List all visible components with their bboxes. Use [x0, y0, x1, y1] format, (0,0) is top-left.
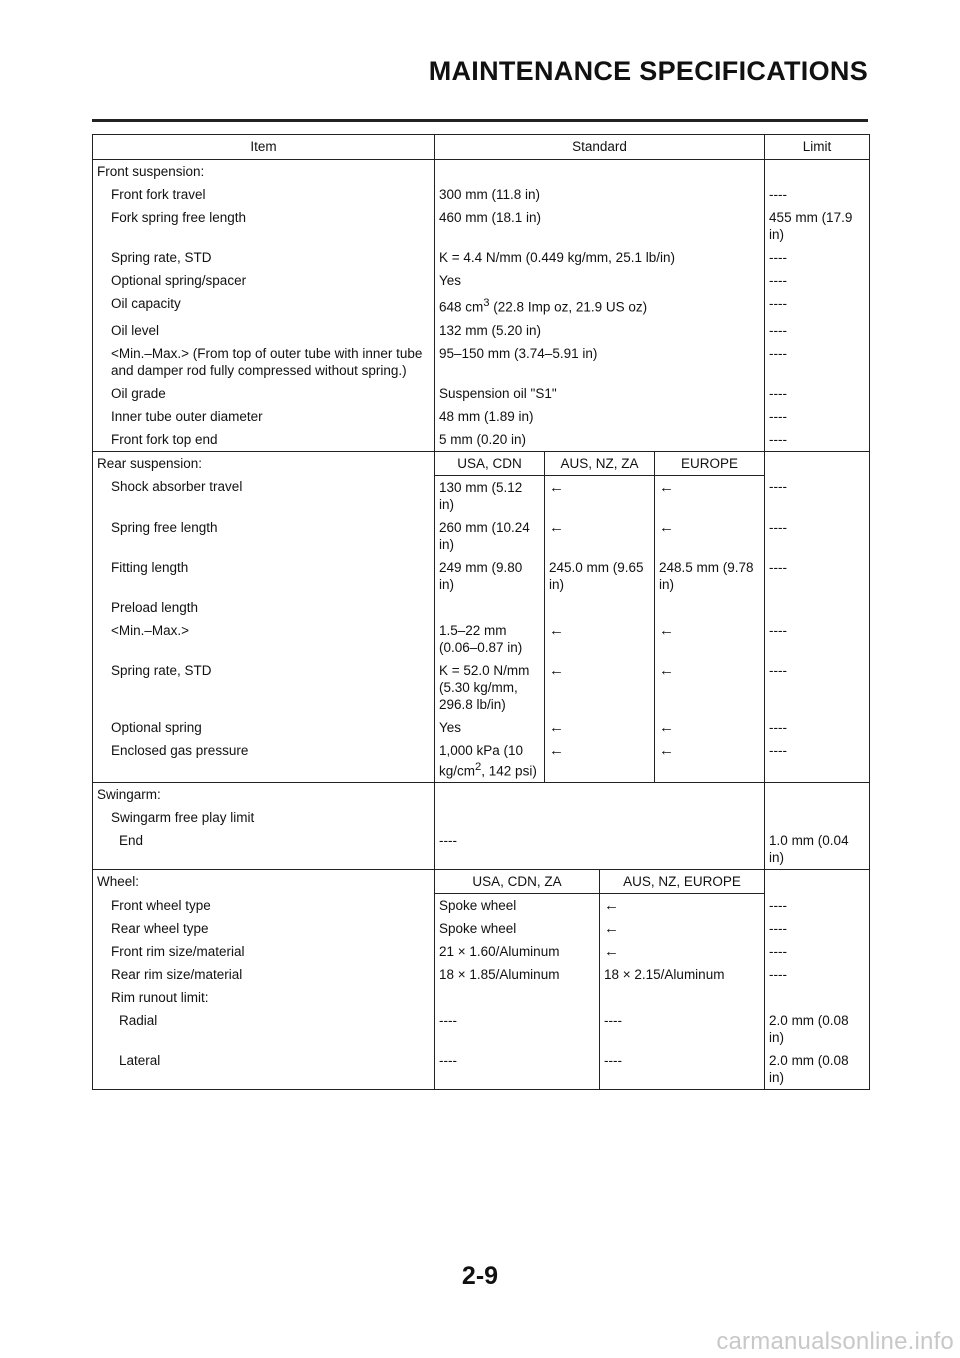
- section-label: Swingarm:: [93, 783, 435, 807]
- table-row: Front fork travel 300 mm (11.8 in) ----: [93, 183, 870, 206]
- same-as-left-arrow: ←: [600, 894, 765, 918]
- same-as-left-arrow: ←: [655, 739, 765, 783]
- region-header: USA, CDN, ZA: [435, 870, 600, 894]
- oil-capacity-value: 648 $cm^3$ (22.8 Imp oz, 21.9 US oz): [435, 292, 765, 319]
- same-as-left-arrow: ←: [545, 475, 655, 516]
- swingarm-heading: [93, 783, 870, 807]
- table-row: End ---- 1.0 mm (0.04 in): [93, 829, 870, 870]
- same-as-left-arrow: ←: [545, 716, 655, 739]
- page-title: MAINTENANCE SPECIFICATIONS: [428, 56, 868, 86]
- table-row: Optional spring/spacer Yes ----: [93, 269, 870, 292]
- header-item: Item: [93, 135, 435, 160]
- region-header: AUS, NZ, EUROPE: [600, 870, 765, 894]
- table-row: Front rim size/material 21 × 1.60/Aluminum ← ----: [93, 940, 870, 963]
- table-row: Radial ---- ---- 2.0 mm (0.08 in): [93, 1009, 870, 1049]
- specifications-table: [92, 134, 870, 1090]
- table-row: Preload length: [93, 596, 870, 619]
- same-as-left-arrow: ←: [545, 739, 655, 783]
- table-row: Rim runout limit:: [93, 986, 870, 1009]
- rear-suspension-heading: [93, 451, 870, 475]
- page-number: 2-9: [461, 1262, 499, 1290]
- section-label: Wheel:: [93, 870, 435, 894]
- section-label: Front suspension:: [93, 160, 435, 184]
- same-as-left-arrow: ←: [545, 659, 655, 716]
- same-as-left-arrow: ←: [655, 716, 765, 739]
- table-row: Spring rate, STD K = 4.4 N/mm (0.449 kg/mm, 25.1 lb/in) ----: [93, 246, 870, 269]
- same-as-left-arrow: ←: [655, 475, 765, 516]
- table-row: Oil capacity 648 $cm^3$ (22.8 Imp oz, 21.9 US oz) ----: [93, 292, 870, 319]
- table-row: <Min.–Max.> 1.5–22 mm (0.06–0.87 in) ← ← ----: [93, 619, 870, 659]
- header-limit: Limit: [765, 135, 870, 160]
- table-row: Front wheel type Spoke wheel ← ----: [93, 894, 870, 918]
- region-header: EUROPE: [655, 451, 765, 475]
- table-row: Optional spring Yes ← ← ----: [93, 716, 870, 739]
- table-row: Oil grade Suspension oil "S1" ----: [93, 382, 870, 405]
- front-suspension-heading: [93, 160, 870, 184]
- same-as-left-arrow: ←: [545, 619, 655, 659]
- table-row: <Min.–Max.> (From top of outer tube with inner tube and damper rod fully compressed without spring.) 95–150 mm (3.74–5.91 in) ----: [93, 342, 870, 382]
- same-as-left-arrow: ←: [545, 516, 655, 556]
- table-row: Fitting length 249 mm (9.80 in) 245.0 mm (9.65 in) 248.5 mm (9.78 in) ----: [93, 556, 870, 596]
- table-row: Swingarm free play limit: [93, 806, 870, 829]
- region-header: AUS, NZ, ZA: [545, 451, 655, 475]
- same-as-left-arrow: ←: [600, 917, 765, 940]
- table-row: Inner tube outer diameter 48 mm (1.89 in) ----: [93, 405, 870, 428]
- table-header: [93, 135, 870, 160]
- same-as-left-arrow: ←: [655, 659, 765, 716]
- table-row: Oil level 132 mm (5.20 in) ----: [93, 319, 870, 342]
- table-row: Front fork top end 5 mm (0.20 in) ----: [93, 428, 870, 452]
- table-row: Rear rim size/material 18 × 1.85/Aluminum 18 × 2.15/Aluminum ----: [93, 963, 870, 986]
- gas-pressure-value: 1,000 kPa (10 $kg/cm^2$, 142 psi): [435, 739, 545, 783]
- table-row: Shock absorber travel 130 mm (5.12 in) ← ← ----: [93, 475, 870, 516]
- title-rule: [92, 119, 868, 122]
- same-as-left-arrow: ←: [655, 516, 765, 556]
- table-row: Lateral ---- ---- 2.0 mm (0.08 in): [93, 1049, 870, 1090]
- table-row: Spring free length 260 mm (10.24 in) ← ← ----: [93, 516, 870, 556]
- same-as-left-arrow: ←: [655, 619, 765, 659]
- table-row: Fork spring free length 460 mm (18.1 in) 455 mm (17.9 in): [93, 206, 870, 246]
- watermark: carmanualsonline.info: [716, 1328, 954, 1355]
- table-row: Rear wheel type Spoke wheel ← ----: [93, 917, 870, 940]
- header-standard: Standard: [435, 135, 765, 160]
- table-row: Spring rate, STD K = 52.0 N/mm (5.30 kg/mm, 296.8 lb/in) ← ← ----: [93, 659, 870, 716]
- region-header: USA, CDN: [435, 451, 545, 475]
- same-as-left-arrow: ←: [600, 940, 765, 963]
- section-label: Rear suspension:: [93, 451, 435, 475]
- wheel-heading: [93, 870, 870, 894]
- table-row: Enclosed gas pressure 1,000 kPa (10 $kg/cm^2$, 142 psi) ← ← ----: [93, 739, 870, 783]
